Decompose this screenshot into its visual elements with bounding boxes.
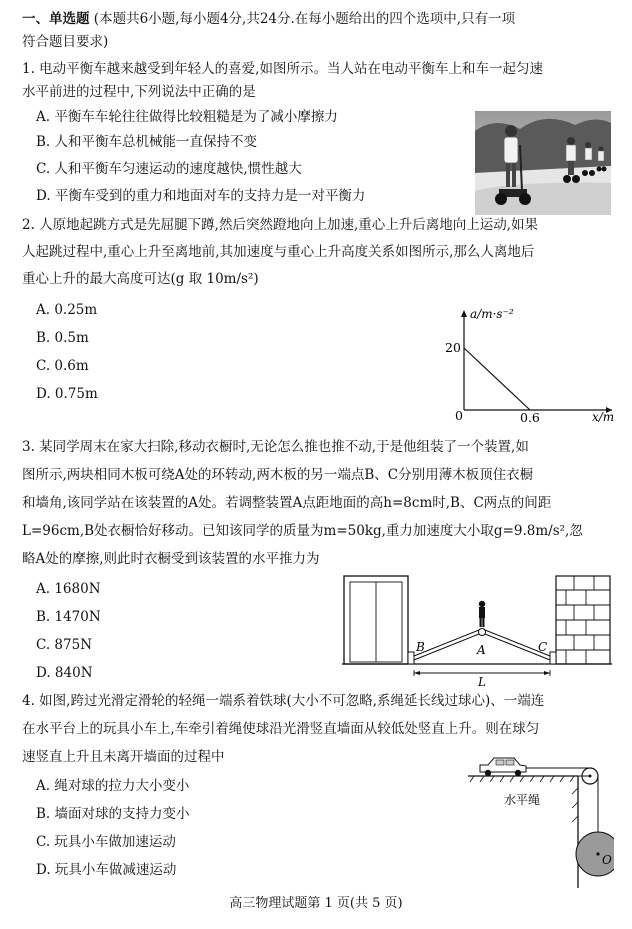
- q2-line-1: 2. 人原地起跳方式是先屈腿下蹲,然后突然蹬地向上加速,重心上升后离地向上运动,如果: [22, 217, 539, 233]
- brick-wall: [556, 576, 610, 664]
- page-footer: 高三物理试题第 1 页(共 5 页): [229, 896, 403, 911]
- q1-option-b: B. 人和平衡车总机械能一直保持不变: [36, 134, 258, 150]
- q3-line-5: 略A处的摩擦,则此时衣橱受到该装置的水平推力为: [22, 551, 320, 567]
- q2-line-2: 人起跳过程中,重心上升至离地前,其加速度与重心上升高度关系如图所示,那么人离地后: [22, 244, 535, 260]
- rope-label: 水平绳: [504, 793, 541, 807]
- q1-option-d: D. 平衡车受到的重力和地面对车的支持力是一对平衡力: [36, 188, 366, 204]
- pulley-diagram: [466, 754, 614, 890]
- q4-option-d: D. 玩具小车做减速运动: [36, 862, 177, 878]
- q3-line-1: 3. 某同学周末在家大扫除,移动衣橱时,无论怎么推也推不动,于是他组装了一个装置,如: [22, 439, 529, 455]
- q3-line-4: L=96cm,B处衣橱恰好移动。已知该同学的质量为m=50kg,重力加速度大小取g=9.8m/s²,忽: [22, 523, 583, 539]
- acceleration-graph: [440, 302, 620, 426]
- q3-line-2: 图所示,两块相同木板可绕A处的环转动,两木板的另一端点B、C分别用薄木板顶住衣橱: [22, 467, 534, 483]
- q2-option-c: C. 0.6m: [36, 358, 89, 374]
- graph-line: [464, 348, 530, 410]
- q4-line-1: 4. 如图,跨过光滑定滑轮的轻绳一端系着铁球(大小不可忽略,系绳延长线过球心)、一端连: [22, 693, 545, 709]
- ball-center-label: O: [602, 853, 612, 867]
- y-tick-label: 20: [445, 340, 461, 355]
- label-b: B: [416, 640, 425, 654]
- q1-line-1: 1. 电动平衡车越来越受到年轻人的喜爱,如图所示。当人站在电动平衡车上和车一起匀速: [22, 61, 543, 77]
- q4-option-a: A. 绳对球的拉力大小变小: [36, 778, 190, 794]
- q1-line-2: 水平前进的过程中,下列说法中正确的是: [22, 84, 256, 100]
- q2-option-b: B. 0.5m: [36, 330, 89, 346]
- x-axis-label: x/m: [592, 410, 615, 424]
- segway-photo: [475, 111, 611, 215]
- section-intro-cont: 符合题目要求): [22, 34, 109, 50]
- wardrobe-diagram: [340, 572, 612, 688]
- person-icon: [479, 601, 485, 627]
- label-c: C: [538, 640, 548, 654]
- q1-option-a: A. 平衡车车轮往往做得比较粗糙是为了减小摩擦力: [36, 109, 338, 125]
- x-tick-label: 0.6: [520, 410, 540, 425]
- q3-option-b: B. 1470N: [36, 609, 101, 625]
- origin-label: 0: [455, 408, 463, 423]
- q4-line-2: 在水平台上的玩具小车上,车牵引着绳使球沿光滑竖直墙面从较低处竖直上升。则在球匀: [22, 721, 540, 737]
- q3-option-d: D. 840N: [36, 665, 93, 681]
- q4-line-3: 速竖直上升且未离开墙面的过程中: [22, 749, 225, 765]
- section-header: [22, 10, 515, 28]
- ring-a: [479, 629, 486, 636]
- section-intro: (本题共6小题,每小题4分,共24分.在每小题给出的四个选项中,只有一项: [93, 11, 516, 27]
- q2-option-a: A. 0.25m: [36, 302, 98, 318]
- section-heading: 一、单选题: [22, 11, 90, 27]
- q4-option-c: C. 玩具小车做加速运动: [36, 834, 176, 850]
- q4-option-b: B. 墙面对球的支持力变小: [36, 806, 190, 822]
- q2-option-d: D. 0.75m: [36, 386, 98, 402]
- label-a: A: [477, 643, 486, 657]
- toy-car-icon: [480, 758, 526, 776]
- y-axis-label: a/m·s⁻²: [470, 307, 514, 321]
- y-axis-arrow: [461, 310, 467, 317]
- q3-option-c: C. 875N: [36, 637, 93, 653]
- q3-line-3: 和墙角,该同学站在该装置的A处。若调整装置A点距地面的高h=8cm时,B、C两点的间距: [22, 495, 552, 511]
- q3-option-a: A. 1680N: [36, 581, 101, 597]
- label-l: L: [478, 675, 486, 688]
- q2-line-3: 重心上升的最大高度可达(g 取 10m/s²): [22, 271, 259, 287]
- q1-option-c: C. 人和平衡车匀速运动的速度越快,惯性越大: [36, 161, 302, 177]
